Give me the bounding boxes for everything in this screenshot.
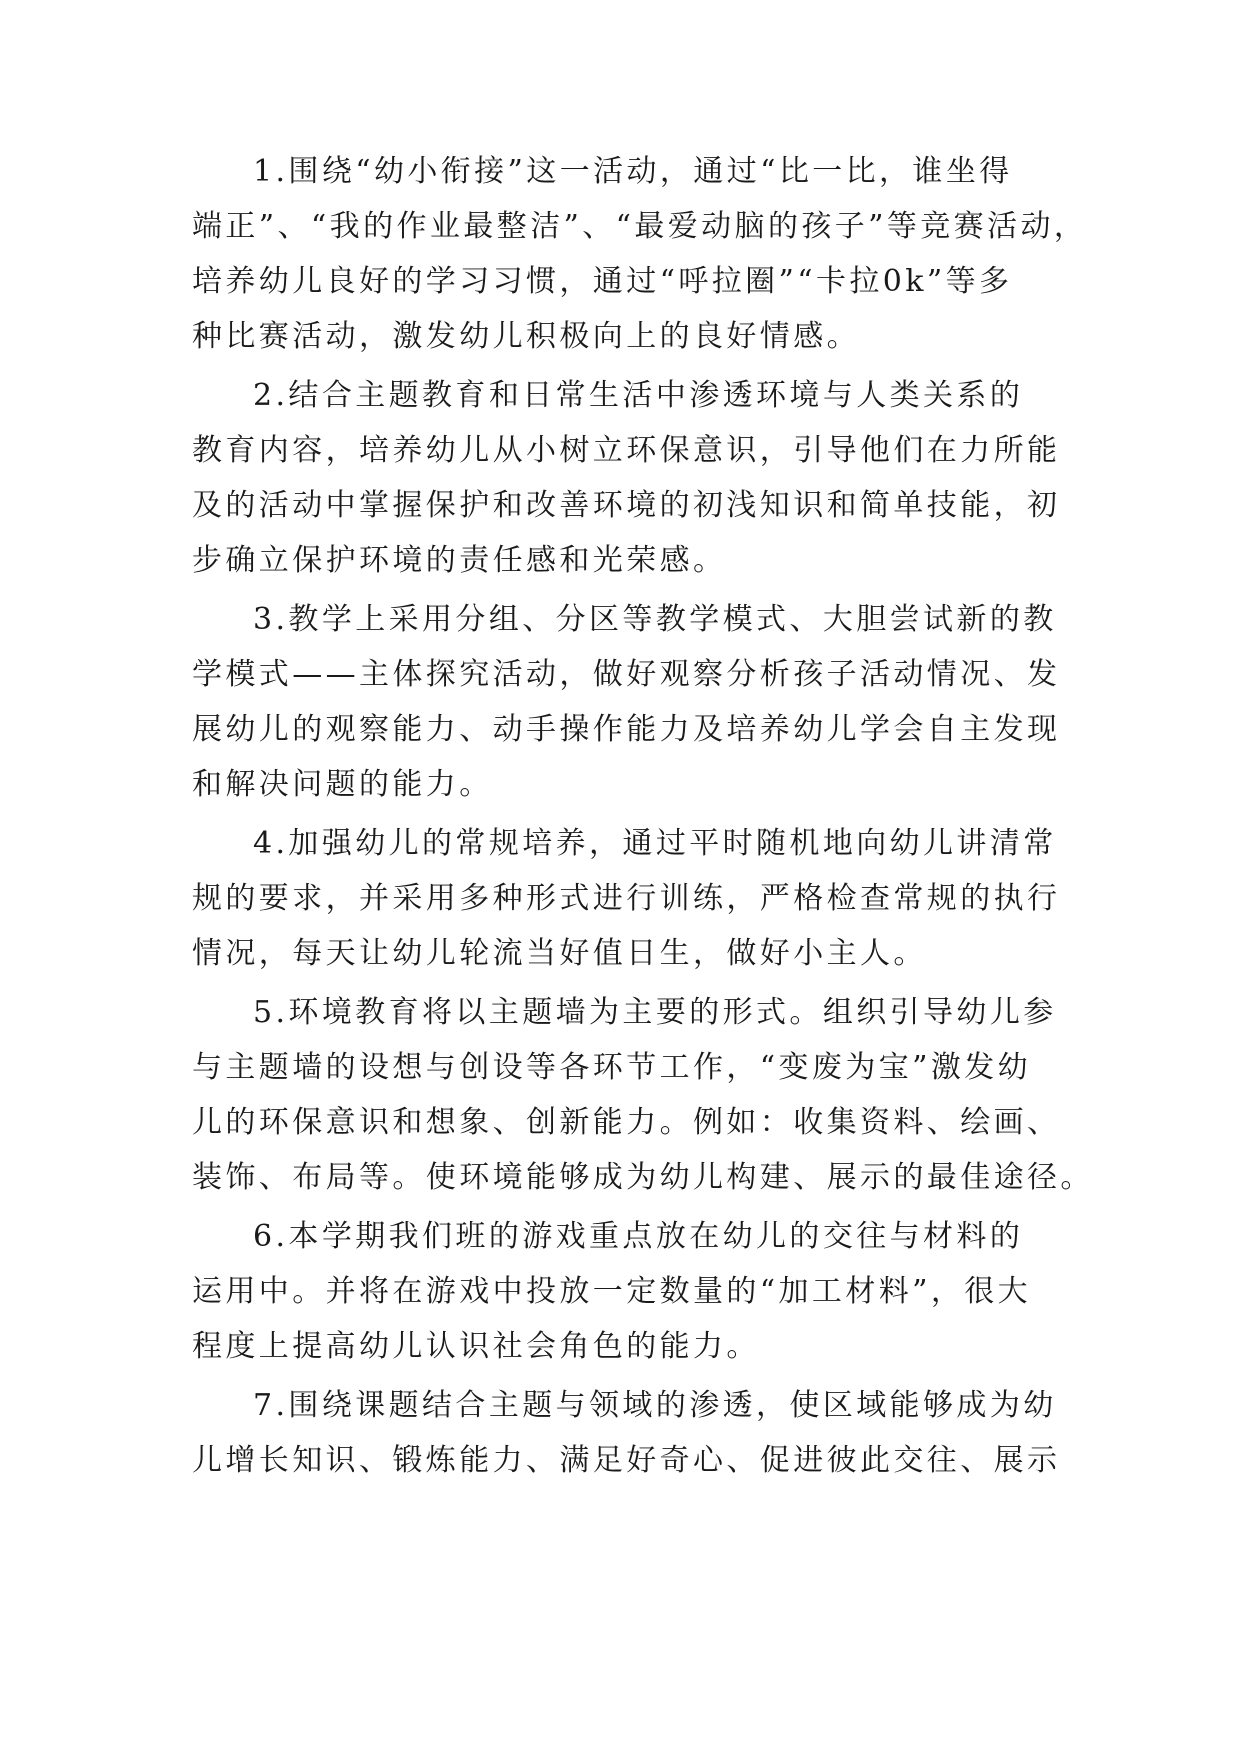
paragraph-2-line-3: 及的活动中掌握保护和改善环境的初浅知识和简单技能，初 [192, 488, 1061, 523]
paragraph-1-line-3: 培养幼儿良好的学习习惯，通过“呼拉圈”“卡拉0k”等多 [192, 264, 1013, 299]
paragraph-5-line-3: 儿的环保意识和想象、创新能力。例如：收集资料、绘画、 [192, 1105, 1061, 1140]
paragraph-2-line-4: 步确立保护环境的责任感和光荣感。 [192, 543, 727, 578]
paragraph-3-line-4: 和解决问题的能力。 [192, 767, 493, 802]
paragraph-4-line-2: 规的要求，并采用多种形式进行训练，严格检查常规的执行 [192, 881, 1061, 916]
paragraph-3-line-1: 3.教学上采用分组、分区等教学模式、大胆尝试新的教 [253, 602, 1057, 637]
paragraph-6-line-1: 6.本学期我们班的游戏重点放在幼儿的交往与材料的 [253, 1219, 1024, 1254]
paragraph-6-line-3: 程度上提高幼儿认识社会角色的能力。 [192, 1329, 760, 1364]
paragraph-2-line-2: 教育内容，培养幼儿从小树立环保意识，引导他们在力所能 [192, 433, 1061, 468]
paragraph-6-line-2: 运用中。并将在游戏中投放一定数量的“加工材料”，很大 [192, 1274, 1032, 1309]
paragraph-3-line-3: 展幼儿的观察能力、动手操作能力及培养幼儿学会自主发现 [192, 712, 1061, 747]
paragraph-7-line-2: 儿增长知识、锻炼能力、满足好奇心、促进彼此交往、展示 [192, 1443, 1061, 1478]
paragraph-2-line-1: 2.结合主题教育和日常生活中渗透环境与人类关系的 [253, 378, 1024, 413]
paragraph-7-line-1: 7.围绕课题结合主题与领域的渗透，使区域能够成为幼 [253, 1388, 1057, 1423]
paragraph-1-line-2: 端正”、“我的作业最整洁”、“最爱动脑的孩子”等竞赛活动， [192, 209, 1088, 244]
paragraph-5-line-4: 装饰、布局等。使环境能够成为幼儿构建、展示的最佳途径。 [192, 1160, 1094, 1195]
paragraph-5-line-1: 5.环境教育将以主题墙为主要的形式。组织引导幼儿参 [253, 995, 1057, 1030]
paragraph-5-line-2: 与主题墙的设想与创设等各环节工作，“变废为宝”激发幼 [192, 1050, 1032, 1085]
paragraph-1-line-4: 种比赛活动，激发幼儿积极向上的良好情感。 [192, 319, 860, 354]
paragraph-4-line-3: 情况，每天让幼儿轮流当好值日生，做好小主人。 [192, 936, 927, 971]
paragraph-1-line-1: 1.围绕“幼小衔接”这一活动，通过“比一比，谁坐得 [253, 154, 1013, 189]
paragraph-3-line-2: 学模式——主体探究活动，做好观察分析孩子活动情况、发 [192, 657, 1061, 692]
paragraph-4-line-1: 4.加强幼儿的常规培养，通过平时随机地向幼儿讲清常 [253, 826, 1057, 861]
